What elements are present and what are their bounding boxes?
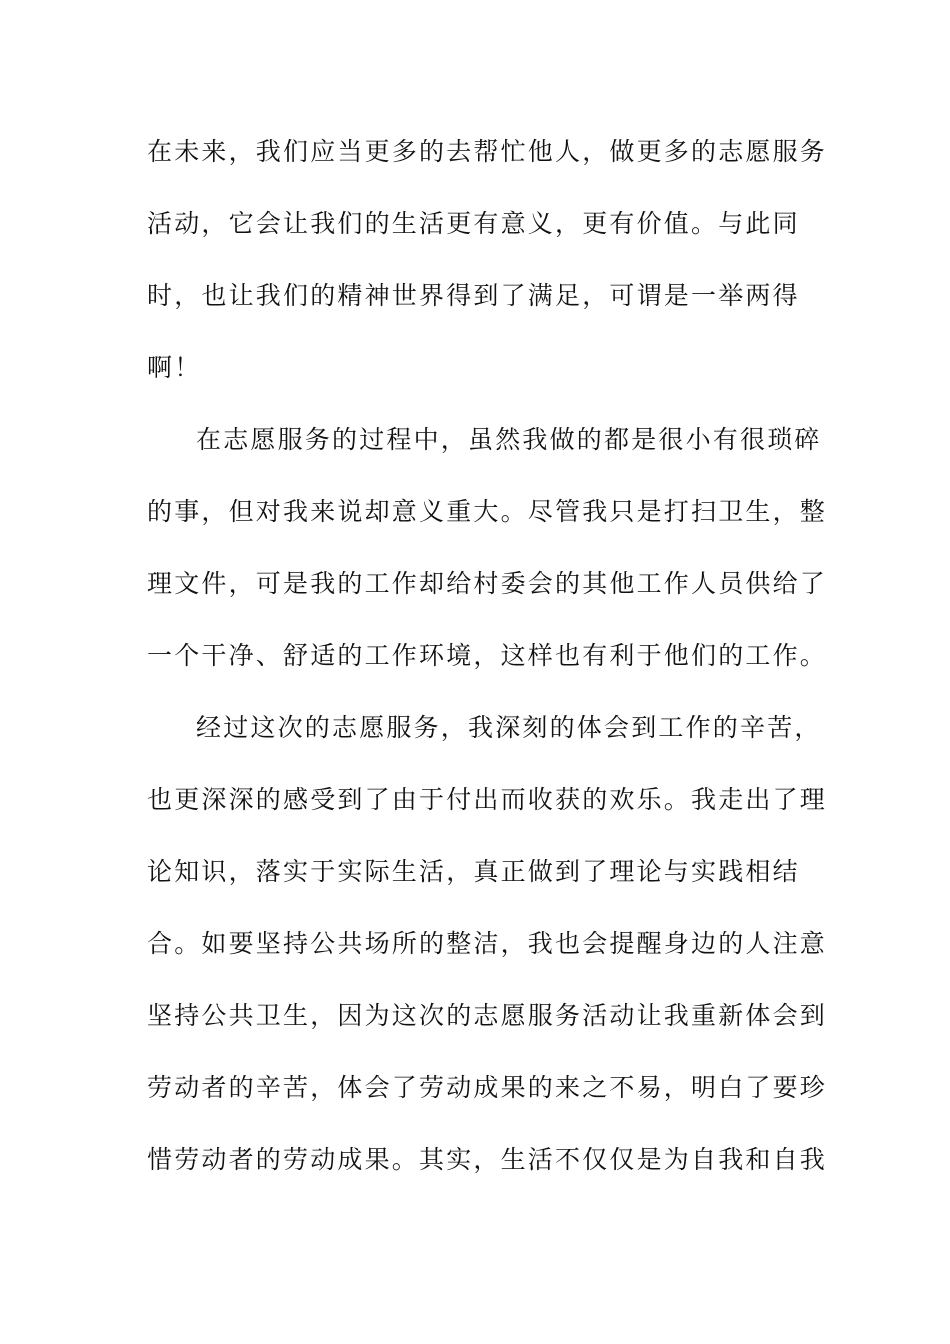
- text-line-14: 劳动者的辛苦，体会了劳动成果的来之不易，明白了要珍: [147, 1073, 828, 1102]
- text-line-1: 在未来，我们应当更多的去帮忙他人，做更多的志愿服务: [147, 137, 828, 166]
- text-line-2: 活动，它会让我们的生活更有意义，更有价值。与此同: [147, 209, 800, 238]
- text-line-7: 理文件，可是我的工作却给村委会的其他工作人员供给了: [147, 569, 828, 598]
- text-line-11: 论知识，落实于实际生活，真正做到了理论与实践相结: [147, 857, 800, 886]
- text-line-4: 啊！: [147, 353, 202, 382]
- text-line-5: 在志愿服务的过程中，虽然我做的都是很小有很琐碎: [196, 425, 822, 454]
- text-line-12: 合。如要坚持公共场所的整洁，我也会提醒身边的人注意: [147, 929, 828, 958]
- text-line-8: 一个干净、舒适的工作环境，这样也有利于他们的工作。: [147, 641, 828, 670]
- text-line-6: 的事，但对我来说却意义重大。尽管我只是打扫卫生，整: [147, 497, 828, 526]
- text-line-13: 坚持公共卫生，因为这次的志愿服务活动让我重新体会到: [147, 1001, 828, 1030]
- text-line-9: 经过这次的志愿服务，我深刻的体会到工作的辛苦，: [196, 713, 822, 742]
- text-line-10: 也更深深的感受到了由于付出而收获的欢乐。我走出了理: [147, 785, 828, 814]
- text-line-3: 时，也让我们的精神世界得到了满足，可谓是一举两得: [147, 281, 800, 310]
- text-line-15: 惜劳动者的劳动成果。其实，生活不仅仅是为自我和自我: [147, 1145, 828, 1174]
